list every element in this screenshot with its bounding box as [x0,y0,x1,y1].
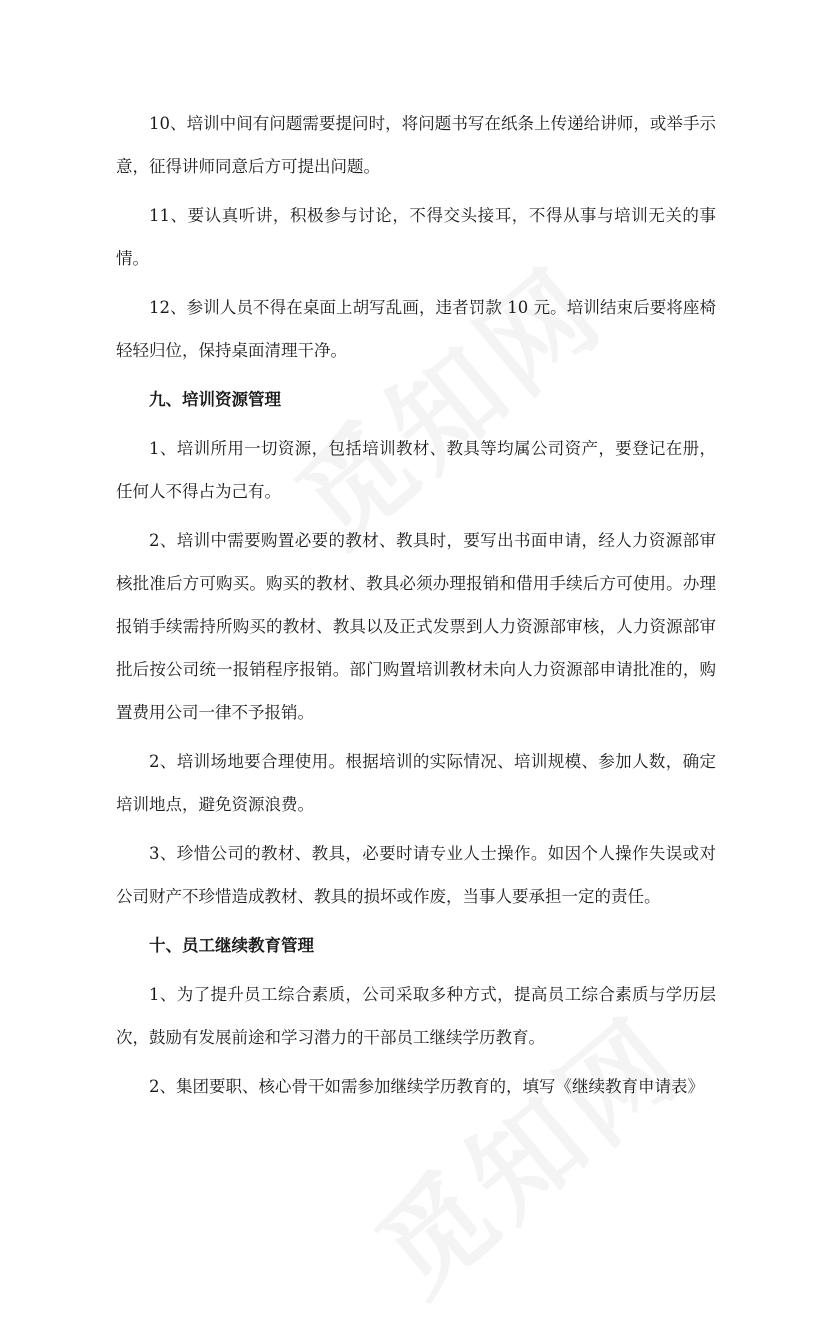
paragraph-rule-10: 10、培训中间有问题需要提问时，将问题书写在纸条上传递给讲师，或举手示意，征得讲师同意后方可提出问题。 [116,114,716,176]
document-body [116,102,716,1108]
section-heading-10: 十、员工继续教育管理 [149,936,314,955]
paragraph-education-2: 2、集团要职、核心骨干如需参加继续学历教育的，填写《继续教育申请表》 [149,1077,704,1096]
paragraph-resource-1: 1、培训所用一切资源，包括培训教材、教具等均属公司资产，要登记在册，任何人不得占为己有。 [116,439,716,501]
paragraph-rule-11: 11、要认真听讲，积极参与讨论，不得交头接耳，不得从事与培训无关的事情。 [116,206,716,268]
paragraph-resource-2b: 2、培训场地要合理使用。根据培训的实际情况、培训规模、参加人数，确定培训地点，避免资源浪费。 [116,752,716,814]
paragraph-resource-3: 3、珍惜公司的教材、教具，必要时请专业人士操作。如因个人操作失误或对公司财产不珍惜造成教材、教具的损坏或作废，当事人要承担一定的责任。 [116,844,716,906]
paragraph-resource-2: 2、培训中需要购置必要的教材、教具时，要写出书面申请，经人力资源部审核批准后方可购买。购买的教材、教具必须办理报销和借用手续后方可使用。办理报销手续需持所购买的教材、教具以及正式发票到人力资源部审核，人力资源部审批后按公司统一报销程序报销。部门购置培训教材未向人力资源部申请批准的，购置费用公司一律不予报销。 [116,531,716,722]
paragraph-education-1: 1、为了提升员工综合素质，公司采取多种方式，提高员工综合素质与学历层次，鼓励有发展前途和学习潜力的干部员工继续学历教育。 [116,985,716,1047]
paragraph-rule-12: 12、参训人员不得在桌面上胡写乱画，违者罚款 10 元。培训结束后要将座椅轻轻归位，保持桌面清理干净。 [116,298,716,360]
section-heading-9: 九、培训资源管理 [149,390,281,409]
